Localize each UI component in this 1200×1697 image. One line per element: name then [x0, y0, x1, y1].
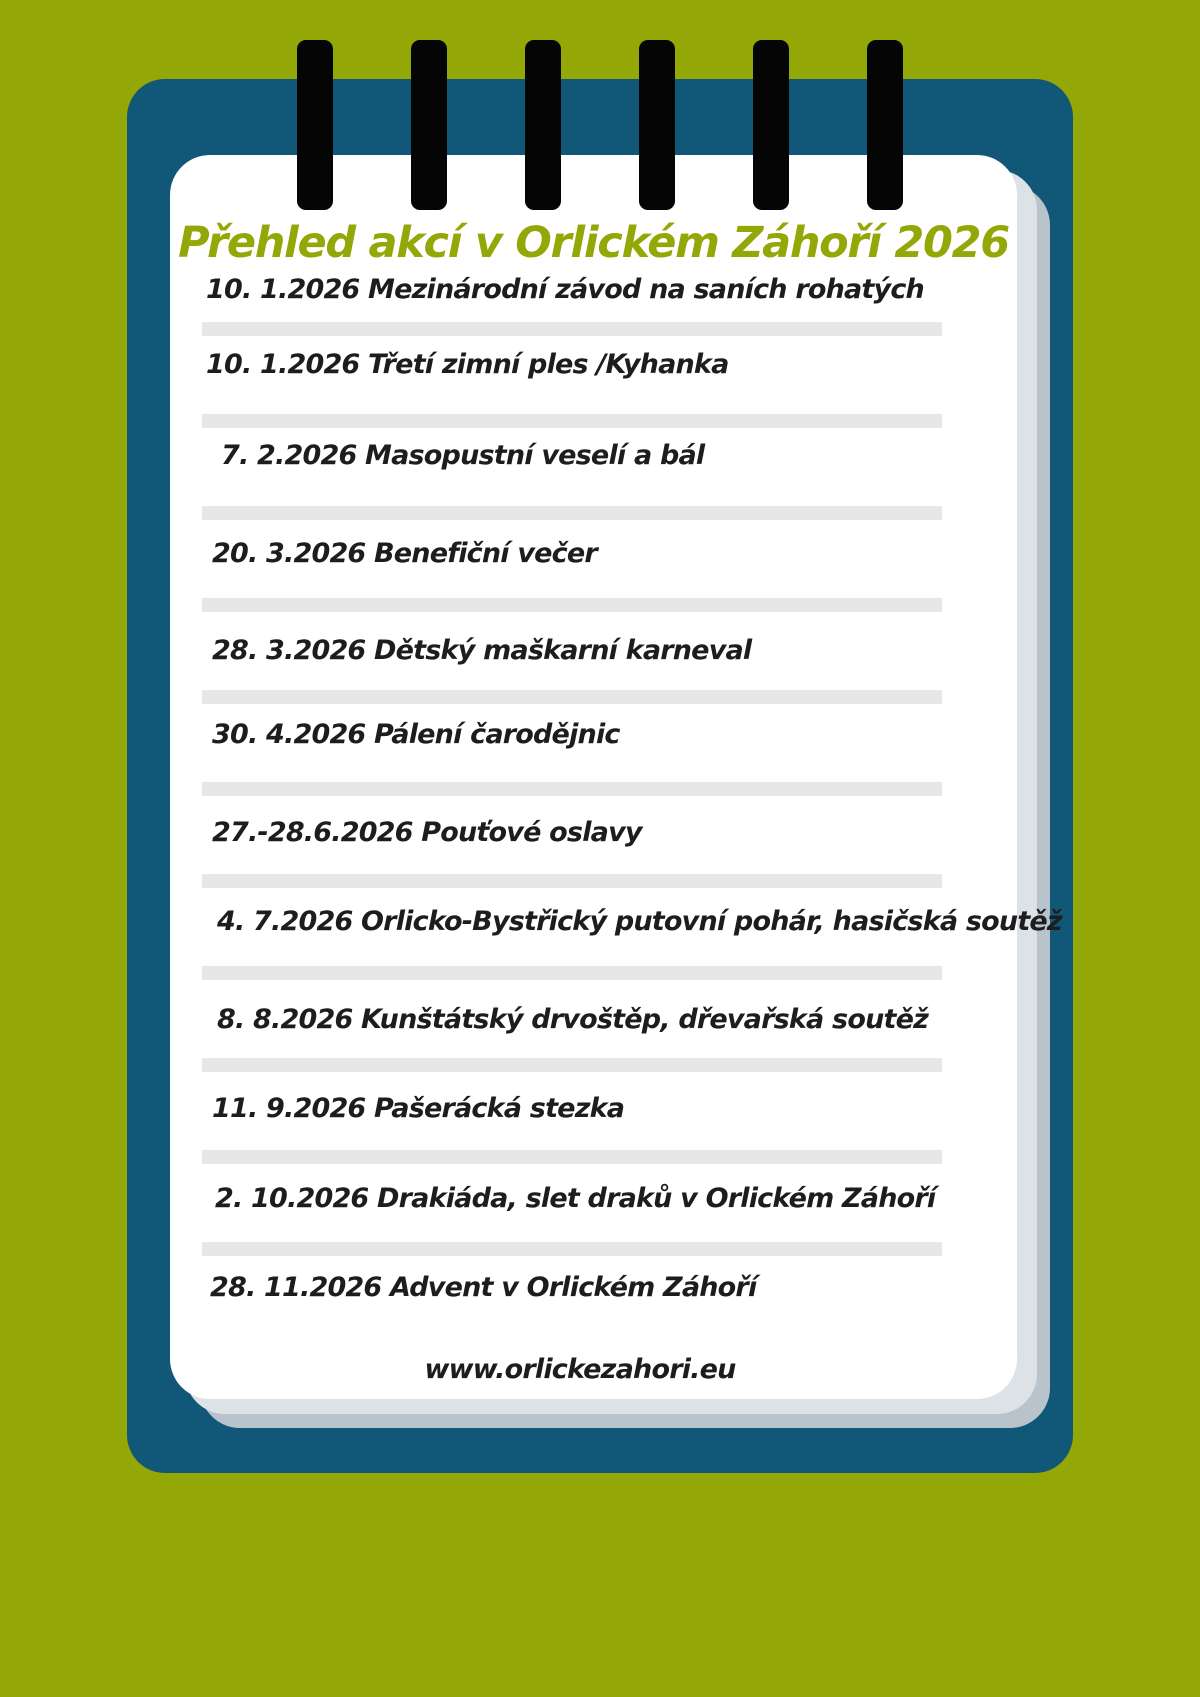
event-item: 10. 1.2026 Třetí zimní ples /Kyhanka — [206, 349, 729, 380]
event-item: 10. 1.2026 Mezinárodní závod na saních rohatých — [206, 274, 924, 305]
binder-ring-icon — [297, 40, 333, 210]
event-item: 28. 11.2026 Advent v Orlickém Záhoří — [210, 1272, 757, 1303]
divider — [202, 966, 942, 980]
event-item: 8. 8.2026 Kunštátský drvoštěp, dřevařská soutěž — [217, 1004, 929, 1035]
event-item: 28. 3.2026 Dětský maškarní karneval — [212, 635, 752, 666]
event-item: 7. 2.2026 Masopustní veselí a bál — [221, 440, 705, 471]
binder-ring-icon — [525, 40, 561, 210]
event-item: 27.-28.6.2026 Pouťové oslavy — [212, 817, 642, 848]
binder-ring-icon — [867, 40, 903, 210]
event-item: 11. 9.2026 Pašerácká stezka — [212, 1093, 625, 1124]
divider — [202, 874, 942, 888]
binder-ring-icon — [411, 40, 447, 210]
event-item: 30. 4.2026 Pálení čarodějnic — [212, 719, 620, 750]
event-item: 20. 3.2026 Benefiční večer — [212, 538, 597, 569]
binder-ring-icon — [753, 40, 789, 210]
divider — [202, 1058, 942, 1072]
divider — [202, 782, 942, 796]
website-url: www.orlickezahori.eu — [424, 1354, 736, 1385]
event-item: 4. 7.2026 Orlicko-Bystřický putovní pohár, hasičská soutěž — [217, 906, 1062, 937]
event-item: 2. 10.2026 Drakiáda, slet draků v Orlickém Záhoří — [215, 1183, 936, 1214]
page-title: Přehled akcí v Orlickém Záhoří 2026 — [178, 218, 1009, 268]
divider — [202, 414, 942, 428]
divider — [202, 690, 942, 704]
divider — [202, 506, 942, 520]
divider — [202, 598, 942, 612]
binder-ring-icon — [639, 40, 675, 210]
divider — [202, 322, 942, 336]
divider — [202, 1242, 942, 1256]
divider — [202, 1150, 942, 1164]
